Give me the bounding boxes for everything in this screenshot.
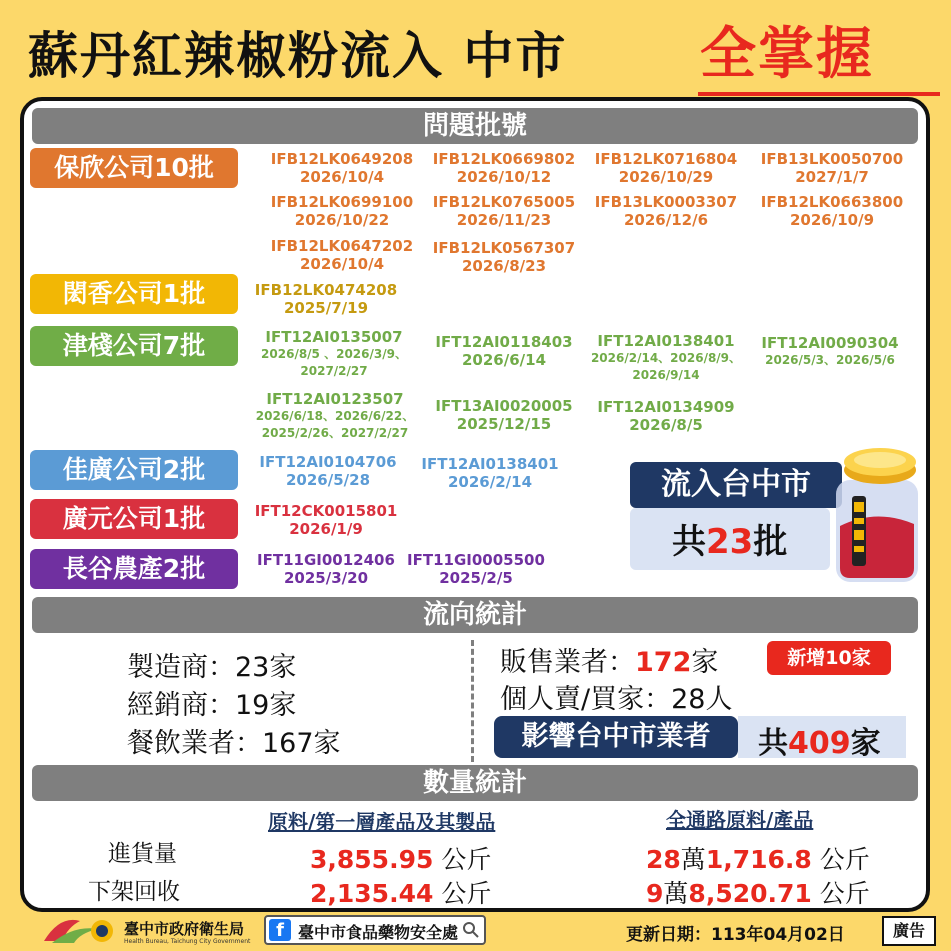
quantity-value: 28萬1,716.8 公斤 <box>646 845 870 874</box>
lot-item: IFB12LK0474208 2025/7/19 <box>254 281 398 317</box>
affected-total: 共409家 <box>758 726 881 761</box>
divider <box>471 640 474 762</box>
lot-item: IFT12AI0134909 2026/8/5 <box>597 398 735 434</box>
facebook-icon: f <box>269 919 291 941</box>
page-title: 蘇丹紅辣椒粉流入 中市 <box>28 27 568 85</box>
stat-manufacturer: 製造商：23家 <box>127 652 297 683</box>
lot-item: IFB12LK0716804 2026/10/29 <box>594 150 738 186</box>
page-title-highlight: 全掌握 <box>700 22 874 87</box>
lot-item: IFB12LK0647202 2026/10/4 <box>270 237 414 273</box>
search-icon <box>462 921 480 939</box>
lot-item: IFT13AI0020005 2025/12/15 <box>435 397 573 433</box>
company-tag-jinzhan: 津棧公司7批 <box>30 326 238 366</box>
org-name: 臺中市政府衛生局 <box>124 920 245 938</box>
affected-label: 影響台中市業者 <box>494 716 738 758</box>
facebook-page-name: 臺中市食品藥物安全處 <box>298 923 459 942</box>
lot-item: IFT12AI0135007 2026/8/5 、2026/3/9、 2027/2/27 <box>261 328 407 378</box>
title-banner <box>20 10 930 90</box>
chili-jar-icon <box>826 446 926 586</box>
ad-label: 廣告 <box>882 916 936 946</box>
inflow-label: 流入台中市 <box>630 462 842 508</box>
lot-item: IFB12LK0649208 2026/10/4 <box>270 150 414 186</box>
stat-individual: 個人賣/買家：28人 <box>500 684 733 715</box>
company-tag-baoxin: 保欣公司10批 <box>30 148 238 188</box>
lot-item: IFT12AI0090304 2026/5/3、2026/5/6 <box>761 334 899 367</box>
section-header-flow: 流向統計 <box>32 597 918 633</box>
updated-date: 更新日期：113年04月02日 <box>626 925 845 945</box>
lot-item: IFT12CK0015801 2026/1/9 <box>254 502 398 538</box>
lot-item: IFT12AI0104706 2026/5/28 <box>259 453 397 489</box>
company-tag-changgu: 長谷農產2批 <box>30 549 238 589</box>
title-underline <box>698 92 940 96</box>
lot-item: IFT12AI0138401 2026/2/14、2026/8/9、 2026/9/14 <box>590 332 742 382</box>
lot-item: IFB12LK0699100 2026/10/22 <box>270 193 414 229</box>
quantity-col1-header: 原料/第一層產品及其製品 <box>268 810 496 834</box>
lot-item: IFT12AI0123507 2026/6/18、2026/6/22、 2025/2/26、2027/2/27 <box>255 390 415 440</box>
lot-item: IFT12AI0138401 2026/2/14 <box>421 455 559 491</box>
lot-item: IFB12LK0669802 2026/10/12 <box>432 150 576 186</box>
lot-item: IFT11GI0005500 2025/2/5 <box>407 551 545 587</box>
lot-item: IFB12LK0765005 2026/11/23 <box>432 193 576 229</box>
company-tag-guangyuan: 廣元公司1批 <box>30 499 238 539</box>
health-bureau-logo-icon <box>40 911 120 947</box>
lot-item: IFB13LK0003307 2026/12/6 <box>594 193 738 229</box>
section-header-quantity: 數量統計 <box>32 765 918 801</box>
new-added-badge: 新增10家 <box>767 641 891 675</box>
quantity-row-label: 進貨量 <box>108 841 177 867</box>
lot-item: IFB13LK0050700 2027/1/7 <box>760 150 904 186</box>
quantity-col2-header: 全通路原料/產品 <box>666 808 814 832</box>
company-tag-jiaguang: 佳廣公司2批 <box>30 450 238 490</box>
lot-item: IFB12LK0567307 2026/8/23 <box>432 239 576 275</box>
quantity-value: 2,135.44 公斤 <box>310 879 492 908</box>
quantity-value: 3,855.95 公斤 <box>310 845 492 874</box>
lot-item: IFB12LK0663800 2026/10/9 <box>760 193 904 229</box>
company-tag-hongxiang: 閎香公司1批 <box>30 274 238 314</box>
inflow-total: 共23批 <box>672 522 788 562</box>
facebook-page-link[interactable] <box>264 915 486 945</box>
stat-distributor: 經銷商：19家 <box>127 690 297 721</box>
lot-item: IFT12AI0118403 2026/6/14 <box>435 333 573 369</box>
quantity-row-label: 下架回收 <box>88 879 180 905</box>
stat-seller: 販售業者：172家 <box>500 647 719 678</box>
lot-item: IFT11GI0012406 2025/3/20 <box>257 551 395 587</box>
quantity-value: 9萬8,520.71 公斤 <box>646 879 870 908</box>
section-header-batches: 問題批號 <box>32 108 918 144</box>
stat-restaurant: 餐飲業者：167家 <box>127 728 341 759</box>
org-name-en: Health Bureau, Taichung City Government <box>124 938 251 945</box>
